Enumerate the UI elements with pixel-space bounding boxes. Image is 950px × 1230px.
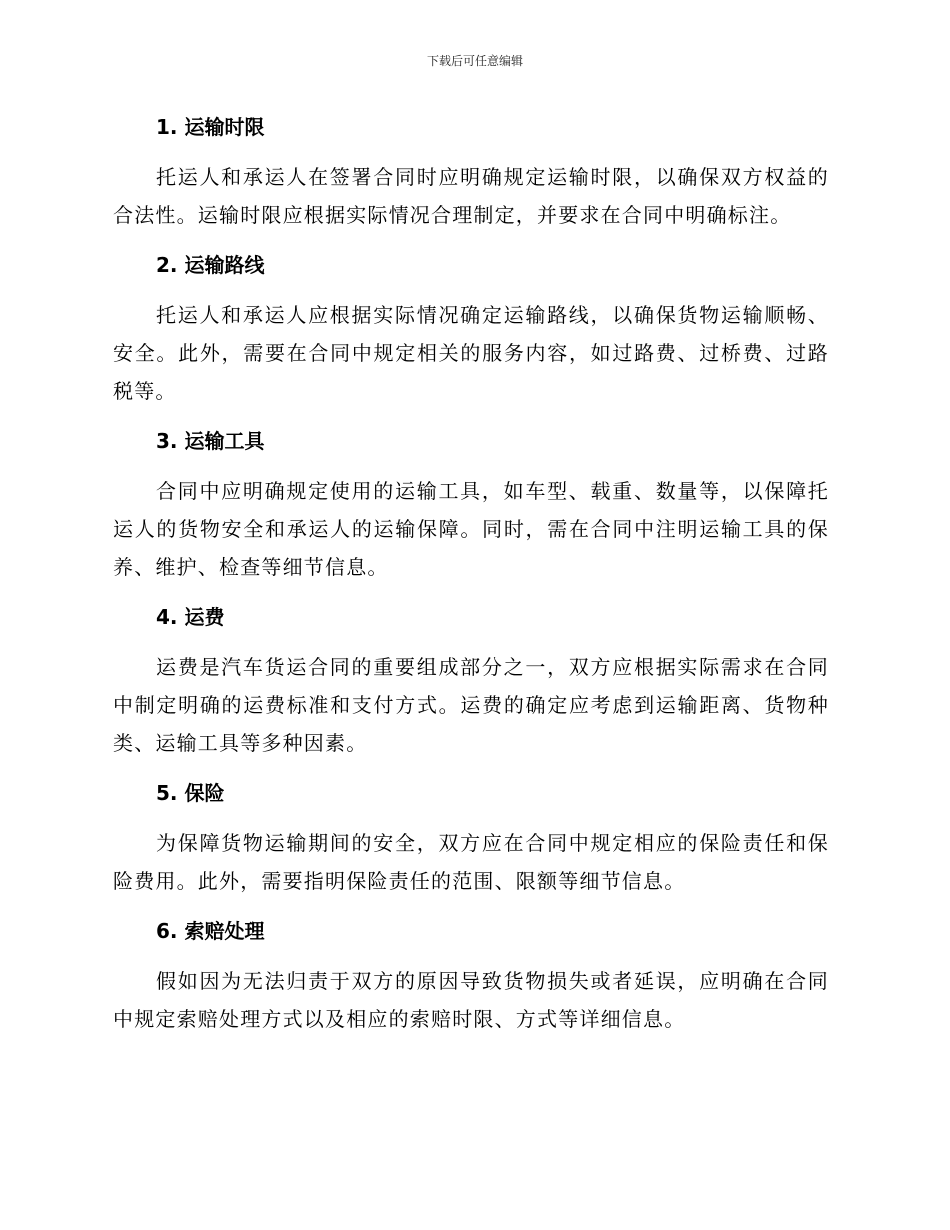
page-header-note: 下载后可任意编辑	[426, 54, 523, 68]
section-paragraph: 托运人和承运人在签署合同时应明确规定运输时限，以确保双方权益的合法性。运输时限应根据实际情况合理制定，并要求在合同中明确标注。	[113, 165, 829, 227]
section-paragraph: 合同中应明确规定使用的运输工具，如车型、载重、数量等，以保障托运人的货物安全和承运人的运输保障。同时，需在合同中注明运输工具的保养、维护、检查等细节信息。	[113, 479, 829, 579]
section-transport-vehicle	[113, 424, 829, 586]
section-heading: 4. 运费	[156, 605, 225, 629]
document-body	[113, 110, 829, 1052]
section-heading: 5. 保险	[156, 781, 225, 805]
section-paragraph: 托运人和承运人应根据实际情况确定运输路线，以确保货物运输顺畅、安全。此外，需要在合同中规定相关的服务内容，如过路费、过桥费、过路税等。	[113, 303, 829, 403]
section-paragraph: 为保障货物运输期间的安全，双方应在合同中规定相应的保险责任和保险费用。此外，需要指明保险责任的范围、限额等细节信息。	[113, 831, 829, 893]
section-freight-fee	[113, 600, 829, 762]
section-paragraph: 假如因为无法归责于双方的原因导致货物损失或者延误，应明确在合同中规定索赔处理方式以及相应的索赔时限、方式等详细信息。	[113, 969, 829, 1031]
section-transport-route	[113, 248, 829, 410]
section-heading: 1. 运输时限	[156, 115, 265, 139]
section-heading: 6. 索赔处理	[156, 919, 265, 943]
section-paragraph: 运费是汽车货运合同的重要组成部分之一，双方应根据实际需求在合同中制定明确的运费标准和支付方式。运费的确定应考虑到运输距离、货物种类、运输工具等多种因素。	[113, 655, 829, 755]
section-transport-time-limit	[113, 110, 829, 234]
section-heading: 2. 运输路线	[156, 253, 265, 277]
section-claims-handling	[113, 914, 829, 1038]
section-insurance	[113, 776, 829, 900]
section-heading: 3. 运输工具	[156, 429, 265, 453]
